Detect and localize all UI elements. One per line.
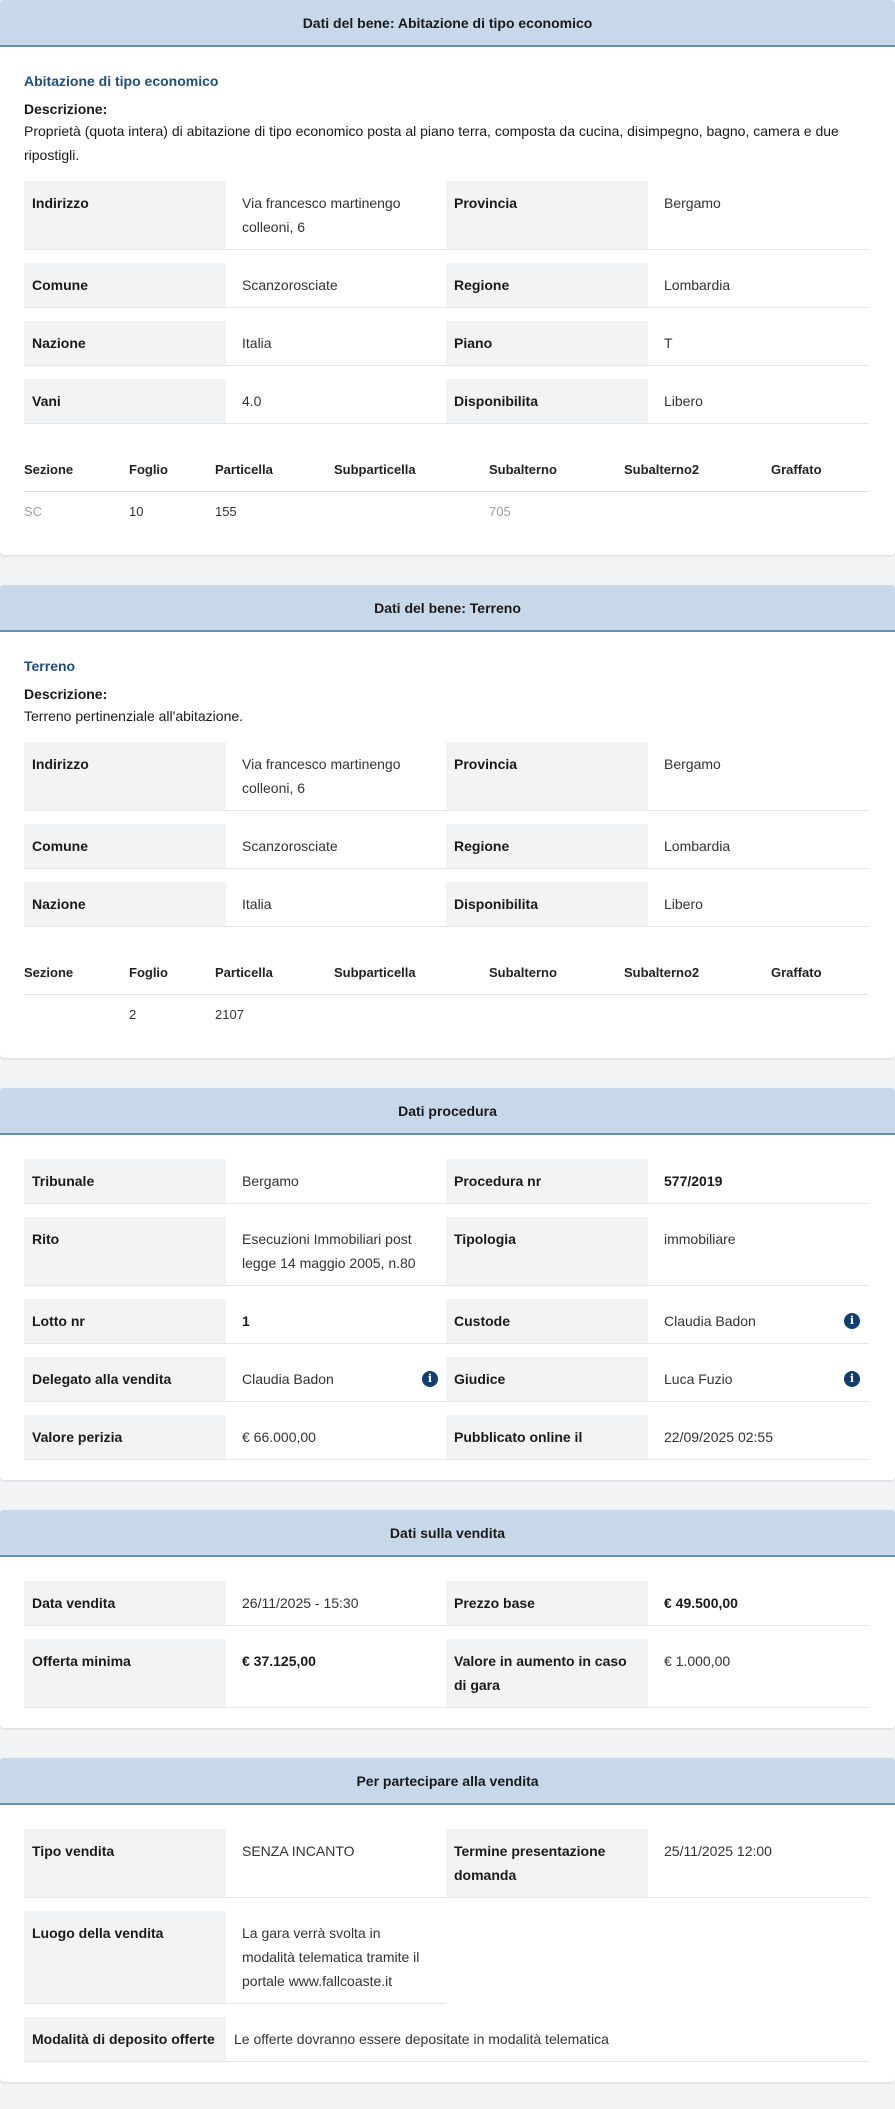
value-nazione: Italia: [226, 321, 446, 365]
label-procedura-nr: Procedura nr: [446, 1159, 648, 1203]
col-subalterno2: Subalterno2: [624, 462, 771, 492]
cell-subparticella: [334, 995, 489, 1039]
cell-subalterno2: [624, 492, 771, 536]
label-indirizzo: Indirizzo: [24, 742, 226, 810]
value-tipo-vendita: SENZA INCANTO: [226, 1829, 446, 1897]
card-header-bene-terreno: Dati del bene: Terreno: [0, 585, 895, 632]
label-comune: Comune: [24, 824, 226, 868]
detail-row: [24, 1159, 869, 1204]
label-provincia: Provincia: [446, 181, 648, 249]
card-bene-abitazione: [0, 0, 895, 555]
cell-foglio: 10: [129, 504, 144, 519]
giudice-info-icon[interactable]: i: [844, 1371, 860, 1387]
detail-row: [24, 1299, 869, 1344]
value-rito: Esecuzioni Immobiliari post legge 14 maggio 2005, n.80: [226, 1217, 446, 1285]
label-nazione: Nazione: [24, 321, 226, 365]
value-data-vendita: 26/11/2025 - 15:30: [226, 1581, 446, 1625]
bene-subtitle: Terreno: [24, 658, 76, 674]
bene-subtitle: Abitazione di tipo economico: [24, 73, 219, 89]
label-provincia: Provincia: [446, 742, 648, 810]
giudice-name: Luca Fuzio: [664, 1371, 733, 1387]
detail-row: [24, 1581, 869, 1626]
label-nazione: Nazione: [24, 882, 226, 926]
value-provincia: Bergamo: [648, 181, 868, 249]
detail-row: [24, 824, 869, 869]
description-text: Terreno pertinenziale all'abitazione.: [24, 708, 244, 724]
value-vani: 4.0: [226, 379, 446, 423]
label-lotto-nr: Lotto nr: [24, 1299, 226, 1343]
delegato-name: Claudia Badon: [242, 1371, 334, 1387]
custode-name: Claudia Badon: [664, 1313, 756, 1329]
col-subparticella: Subparticella: [334, 462, 489, 492]
value-nazione: Italia: [226, 882, 446, 926]
label-pubblicato: Pubblicato online il: [446, 1415, 648, 1459]
catasto-table: [24, 462, 869, 535]
table-row: [24, 492, 869, 536]
value-disponibilita: Libero: [648, 379, 868, 423]
detail-row: [24, 1415, 869, 1460]
description-text: Proprietà (quota intera) di abitazione di tipo economico posta al piano terra, composta da cucina, disimpegno, bagno, camera e due ripostigli.: [24, 123, 839, 163]
detail-row: [24, 1911, 446, 2004]
label-tribunale: Tribunale: [24, 1159, 226, 1203]
detail-row: [24, 742, 869, 811]
catasto-header-row: [24, 462, 869, 492]
procedura-grid: [24, 1159, 869, 1460]
label-delegato: Delegato alla vendita: [24, 1357, 226, 1401]
label-piano: Piano: [446, 321, 648, 365]
detail-row: [24, 321, 869, 366]
cell-particella: 155: [215, 504, 237, 519]
label-comune: Comune: [24, 263, 226, 307]
value-valore-perizia: € 66.000,00: [226, 1415, 446, 1459]
col-subparticella: Subparticella: [334, 965, 489, 995]
catasto-table: [24, 965, 869, 1038]
label-rito: Rito: [24, 1217, 226, 1285]
card-header-bene-abitazione: Dati del bene: Abitazione di tipo economico: [0, 0, 895, 47]
value-termine-presentazione: 25/11/2025 12:00: [648, 1829, 868, 1897]
col-sezione: Sezione: [24, 462, 129, 492]
value-offerta-minima: € 37.125,00: [226, 1639, 446, 1707]
value-regione: Lombardia: [648, 824, 868, 868]
col-graffato: Graffato: [771, 965, 869, 995]
description-label: Descrizione:: [24, 686, 108, 702]
detail-row: [24, 263, 869, 308]
card-header-procedura: Dati procedura: [0, 1088, 895, 1135]
catasto-header-row: [24, 965, 869, 995]
value-giudice: [648, 1357, 868, 1401]
cell-subalterno2: [624, 995, 771, 1039]
label-disponibilita: Disponibilita: [446, 379, 648, 423]
cell-subalterno: [489, 995, 624, 1039]
value-comune: Scanzorosciate: [226, 263, 446, 307]
partecipare-grid: [24, 1829, 869, 2062]
label-giudice: Giudice: [446, 1357, 648, 1401]
label-luogo-vendita: Luogo della vendita: [24, 1911, 226, 2003]
label-disponibilita: Disponibilita: [446, 882, 648, 926]
cell-graffato: [771, 995, 869, 1039]
value-valore-aumento: € 1.000,00: [648, 1639, 868, 1707]
description-label: Descrizione:: [24, 101, 108, 117]
value-disponibilita: Libero: [648, 882, 868, 926]
col-subalterno: Subalterno: [489, 462, 624, 492]
value-tribunale: Bergamo: [226, 1159, 446, 1203]
cell-foglio: 2: [129, 1007, 137, 1022]
card-dati-procedura: [0, 1088, 895, 1480]
label-offerta-minima: Offerta minima: [24, 1639, 226, 1707]
card-bene-terreno: [0, 585, 895, 1058]
cell-subparticella: [334, 492, 489, 536]
label-custode: Custode: [446, 1299, 648, 1343]
cell-subalterno: 705: [489, 504, 511, 519]
cell-sezione: SC: [24, 504, 43, 519]
value-piano: T: [648, 321, 868, 365]
custode-info-icon[interactable]: i: [844, 1313, 860, 1329]
col-foglio: Foglio: [129, 462, 215, 492]
detail-row: [24, 1217, 869, 1286]
label-indirizzo: Indirizzo: [24, 181, 226, 249]
col-graffato: Graffato: [771, 462, 869, 492]
label-regione: Regione: [446, 824, 648, 868]
card-header-partecipare: Per partecipare alla vendita: [0, 1758, 895, 1805]
label-prezzo-base: Prezzo base: [446, 1581, 648, 1625]
label-tipo-vendita: Tipo vendita: [24, 1829, 226, 1897]
detail-row: [24, 1357, 869, 1402]
value-prezzo-base: € 49.500,00: [648, 1581, 868, 1625]
value-comune: Scanzorosciate: [226, 824, 446, 868]
value-provincia: Bergamo: [648, 742, 868, 810]
detail-row: [24, 181, 869, 250]
value-regione: Lombardia: [648, 263, 868, 307]
label-termine-presentazione: Termine presentazione domanda: [446, 1829, 648, 1897]
col-particella: Particella: [215, 462, 334, 492]
cell-graffato: [771, 492, 869, 536]
detail-row: [24, 379, 869, 424]
detail-row: [24, 2017, 869, 2062]
card-dati-vendita: [0, 1510, 895, 1728]
bene-details-grid: [24, 742, 869, 927]
value-indirizzo: Via francesco martinengo colleoni, 6: [226, 181, 446, 249]
value-procedura-nr: 577/2019: [648, 1159, 868, 1203]
table-row: [24, 995, 869, 1039]
col-subalterno: Subalterno: [489, 965, 624, 995]
label-vani: Vani: [24, 379, 226, 423]
label-valore-perizia: Valore perizia: [24, 1415, 226, 1459]
col-foglio: Foglio: [129, 965, 215, 995]
delegato-info-icon[interactable]: i: [422, 1371, 438, 1387]
cell-sezione: [24, 995, 129, 1039]
detail-row: [24, 1639, 869, 1708]
col-sezione: Sezione: [24, 965, 129, 995]
detail-row: [24, 882, 869, 927]
label-regione: Regione: [446, 263, 648, 307]
value-indirizzo: Via francesco martinengo colleoni, 6: [226, 742, 446, 810]
label-tipologia: Tipologia: [446, 1217, 648, 1285]
value-custode: [648, 1299, 868, 1343]
value-delegato: [226, 1357, 446, 1401]
cell-particella: 2107: [215, 1007, 244, 1022]
value-modalita-deposito: Le offerte dovranno essere depositate in modalità telematica: [226, 2017, 869, 2061]
value-tipologia: immobiliare: [648, 1217, 868, 1285]
label-valore-aumento: Valore in aumento in caso di gara: [446, 1639, 648, 1707]
bene-details-grid: [24, 181, 869, 424]
card-header-vendita: Dati sulla vendita: [0, 1510, 895, 1557]
label-modalita-deposito: Modalità di deposito offerte: [24, 2017, 226, 2061]
col-particella: Particella: [215, 965, 334, 995]
card-partecipare: [0, 1758, 895, 2082]
value-pubblicato: 22/09/2025 02:55: [648, 1415, 868, 1459]
label-data-vendita: Data vendita: [24, 1581, 226, 1625]
detail-row: [24, 1829, 869, 1898]
vendita-grid: [24, 1581, 869, 1708]
value-luogo-vendita: La gara verrà svolta in modalità telematica tramite il portale www.fallcoaste.it: [226, 1911, 446, 2003]
col-subalterno2: Subalterno2: [624, 965, 771, 995]
value-lotto-nr: 1: [226, 1299, 446, 1343]
